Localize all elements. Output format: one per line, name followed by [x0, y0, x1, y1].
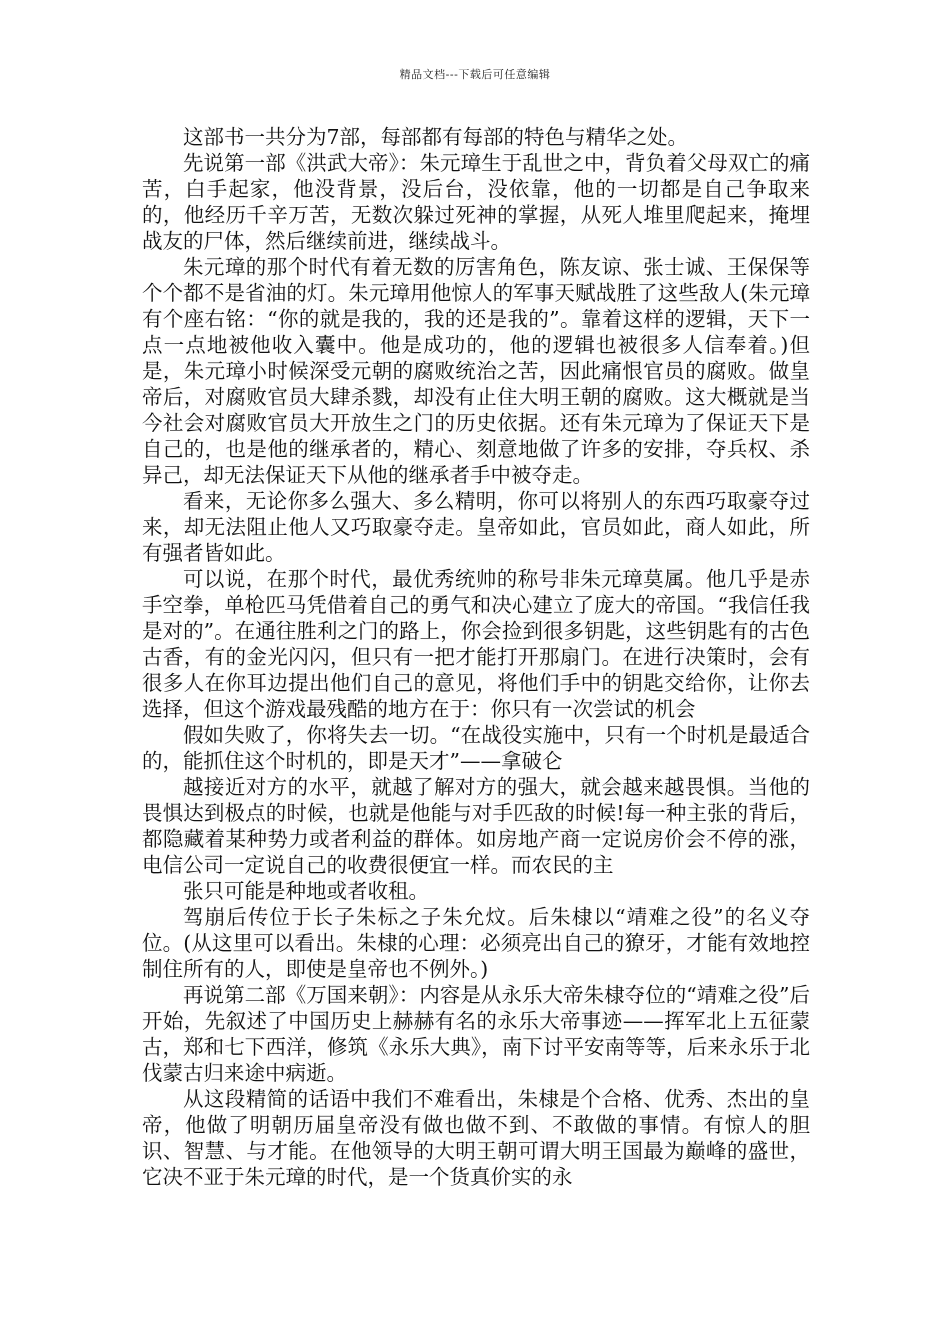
paragraph: 再说第二部《万国来朝》：内容是从永乐大帝朱棣夺位的“靖难之役”后开始，先叙述了中国历史上赫赫有名的永乐大帝事迹——挥军北上五征蒙古，郑和七下西洋，修筑《永乐大典》，南下讨平安南等等，后来永乐于北伐蒙古归来途中病逝。	[142, 983, 810, 1085]
paragraph: 看来，无论你多么强大、多么精明，你可以将别人的东西巧取豪夺过来，却无法阻止他人又巧取豪夺走。皇帝如此，官员如此，商人如此，所有强者皆如此。	[142, 489, 810, 565]
paragraph: 这部书一共分为7部，每部都有每部的特色与精华之处。	[183, 125, 689, 149]
paragraph: 朱元璋的那个时代有着无数的厉害角色，陈友谅、张士诚、王保保等个个都不是省油的灯。朱元璋用他惊人的军事天赋战胜了这些敌人(朱元璋有个座右铭：“你的就是我的，我的还是我的”。靠着这样的逻辑，天下一点一点地被他收入囊中。他是成功的，他的逻辑也被很多人信奉着。)但是，朱元璋小时候深受元朝的腐败统治之苦，因此痛恨官员的腐败。做皇帝后，对腐败官员大肆杀戮，却没有止住大明王朝的腐败。这大概就是当今社会对腐败官员大开放生之门的历史依据。还有朱元璋为了保证天下是自己的，也是他的继承者的，精心、刻意地做了许多的安排，夺兵权、杀异己，却无法保证天下从他的继承者手中被夺走。	[142, 255, 810, 487]
paragraph: 张只可能是种地或者收租。	[183, 879, 429, 903]
page-header: 精品文档---下载后可任意编辑	[399, 68, 551, 81]
paragraph: 可以说，在那个时代，最优秀统帅的称号非朱元璋莫属。他几乎是赤手空拳，单枪匹马凭借着自己的勇气和决心建立了庞大的帝国。“我信任我是对的”。在通往胜利之门的路上，你会捡到很多钥匙，这些钥匙有的古色古香，有的金光闪闪，但只有一把才能打开那扇门。在进行决策时，会有很多人在你耳边提出他们自己的意见，将他们手中的钥匙交给你，让你去选择，但这个游戏最残酷的地方在于：你只有一次尝试的机会	[142, 567, 810, 721]
paragraph: 从这段精简的话语中我们不难看出，朱棣是个合格、优秀、杰出的皇帝，他做了明朝历届皇帝没有做也做不到、不敢做的事情。有惊人的胆识、智慧、与才能。在他领导的大明王朝可谓大明王国最为巅峰的盛世，它决不亚于朱元璋的时代，是一个货真价实的永	[142, 1087, 810, 1189]
paragraph: 越接近对方的水平，就越了解对方的强大，就会越来越畏惧。当他的畏惧达到极点的时候，也就是他能与对手匹敌的时候!每一种主张的背后，都隐藏着某种势力或者利益的群体。如房地产商一定说房价会不停的涨，电信公司一定说自己的收费很便宜一样。而农民的主	[142, 775, 810, 877]
paragraph: 假如失败了，你将失去一切。“在战役实施中，只有一个时机是最适合的，能抓住这个时机的，即是天才”——拿破仑	[142, 723, 810, 773]
paragraph: 驾崩后传位于长子朱标之子朱允炆。后朱棣以“靖难之役”的名义夺位。(从这里可以看出。朱棣的心理：必须亮出自己的獠牙，才能有效地控制住所有的人，即使是皇帝也不例外。)	[142, 905, 810, 981]
document-body	[142, 124, 810, 1190]
paragraph: 先说第一部《洪武大帝》：朱元璋生于乱世之中，背负着父母双亡的痛苦，白手起家，他没背景，没后台，没依靠，他的一切都是自己争取来的，他经历千辛万苦，无数次躲过死神的掌握，从死人堆里爬起来，掩埋战友的尸体，然后继续前进，继续战斗。	[142, 151, 810, 253]
